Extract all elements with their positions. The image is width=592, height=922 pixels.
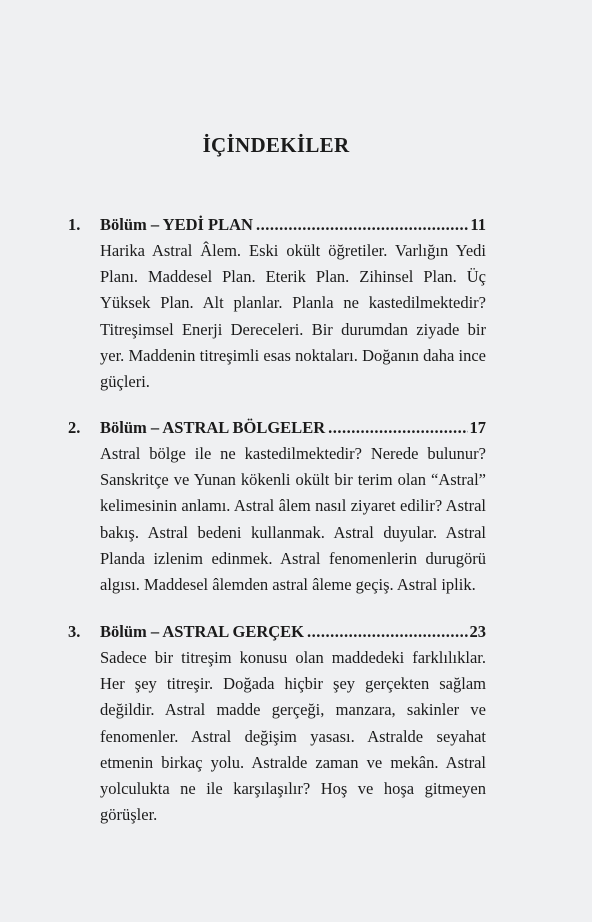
page-title: İÇİNDEKİLER [202, 133, 350, 157]
toc-entry-heading [68, 212, 486, 238]
chapter-number: 1. [68, 215, 81, 234]
dot-leader [256, 212, 468, 238]
chapter-title: Bölüm – ASTRAL BÖLGELER [100, 418, 326, 437]
chapter-page-number: 17 [469, 418, 486, 437]
chapter-title: Bölüm – ASTRAL GERÇEK [100, 622, 305, 641]
chapter-summary: Sadece bir titreşim konusu olan maddedeki farklılıklar. Her şey titreşir. Doğada hiçbir şey gerçekten sağlam değildir. Astral madde gerçeği, manzara, sakinler ve fenomenler. Astral değişim yasası. Astralde seyahat etmenin birkaç yolu. Astralde zaman ve mekân. Astral yolculukta ne ile karşılaşılır? Hoş ve hoşa gitmeyen görüşler. [100, 648, 486, 825]
chapter-title: Bölüm – YEDİ PLAN [100, 215, 253, 234]
chapter-summary: Harika Astral Âlem. Eski okült öğretiler. Varlığın Yedi Planı. Maddesel Plan. Eterik Plan. Zihinsel Plan. Üç Yüksek Plan. Alt planlar. Planla ne kastedilmektedir? Titreşimsel Enerji Dereceleri. Bir durumdan ziyade bir yer. Maddenin titreşimli esas noktaları. Doğanın daha ince güçleri. [100, 241, 486, 392]
toc-entry-heading [68, 619, 486, 645]
chapter-number: 3. [68, 622, 81, 641]
chapter-summary: Astral bölge ile ne kastedilmektedir? Nerede bulunur? Sanskritçe ve Yunan kökenli okült bir terim olan “Astral” kelimesinin anlamı. Astral âlem nasıl ziyaret edilir? Astral bakış. Astral bedeni kullanmak. Astral duyular. Astral Planda izlenim edinmek. Astral fenomenlerin durugörü algısı. Maddesel âlemden astral âleme geçiş. Astral iplik. [100, 444, 486, 595]
chapter-page-number: 11 [470, 215, 486, 234]
dot-leader [307, 619, 467, 645]
toc-entry-3 [68, 619, 486, 828]
toc-entry-heading [68, 415, 486, 441]
toc-entry-1 [68, 212, 486, 395]
chapter-page-number: 23 [469, 622, 486, 641]
toc-entry-2 [68, 415, 486, 598]
dot-leader [328, 415, 467, 441]
chapter-number: 2. [68, 418, 81, 437]
